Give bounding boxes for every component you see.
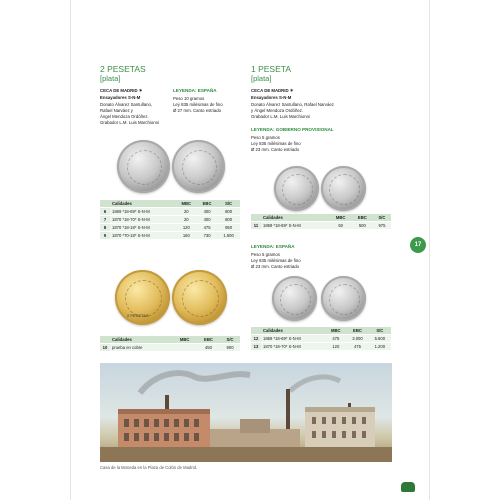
- coin-2-pesetas-reverse: [172, 140, 225, 193]
- row-index: 8: [100, 224, 110, 232]
- table-corner: [251, 327, 261, 335]
- table-row: [100, 232, 240, 240]
- table-row: [100, 224, 240, 232]
- row-mbc: 50: [330, 222, 352, 230]
- right-spec1-2: Ley 835 milésimas de fino: [251, 141, 301, 146]
- right-spec1-1: Peso 5 gramos: [251, 135, 280, 140]
- row-description: 1870 *70-18* S-N-M: [110, 232, 176, 240]
- row-ebc: 450: [197, 344, 220, 352]
- right-mint: CECA DE MADRID ✶: [251, 88, 294, 93]
- row-ebc: 475: [346, 343, 368, 351]
- illustration-caption: Casa de la Moneda en la Plaza de Colón de Madrid.: [100, 465, 198, 470]
- left-title: 2 PESETAS: [100, 64, 146, 74]
- right-price-table-2: [251, 327, 391, 350]
- col-header-ebc: EBC: [197, 336, 220, 344]
- row-sc: 800: [217, 216, 240, 224]
- left-person-2: Rafael Narváez y: [100, 108, 133, 113]
- row-sc: 1.200: [369, 343, 391, 351]
- right-assayers-label: Ensayadores S-N-M: [251, 95, 292, 100]
- col-header-calidades: Calidades: [261, 214, 330, 222]
- row-mbc: [172, 344, 196, 352]
- row-mbc: 160: [176, 232, 197, 240]
- right-spec1-3: Ø 23 mm. Canto estriado: [251, 147, 300, 152]
- table-row: [100, 344, 240, 352]
- left-price-table-1: [100, 200, 240, 239]
- col-header-calidades: Calidades: [110, 336, 172, 344]
- left-person-3: Ángel Mendoza Ordóñez.: [100, 114, 149, 119]
- col-header-sc: S/C: [369, 327, 391, 335]
- row-ebc: 475: [197, 224, 217, 232]
- row-sc: 900: [220, 344, 240, 352]
- coin-1-peseta-reverse: [321, 166, 366, 211]
- table-row: [100, 208, 240, 216]
- col-header-sc: S/C: [217, 200, 240, 208]
- row-mbc: 475: [325, 335, 346, 343]
- left-spec-1: Peso 10 gramos: [173, 96, 205, 101]
- row-ebc: 400: [197, 216, 217, 224]
- left-spec-3: Ø 27 mm. Canto estriado: [173, 108, 222, 113]
- row-mbc: 20: [176, 216, 197, 224]
- left-assayers-label: Ensayadores S-N-M: [100, 95, 141, 100]
- right-legend-2-title: LEYENDA: ESPAÑA: [251, 244, 295, 249]
- row-description: prueba en cobre: [110, 344, 172, 352]
- row-description: 1870 *18-70* S-N-M: [110, 216, 176, 224]
- row-mbc: 20: [176, 208, 197, 216]
- row-ebc: 400: [197, 208, 217, 216]
- right-person-1: Donato Álvarez Santullano, Rafael Narváez: [251, 102, 334, 107]
- book-corner-icon: [401, 482, 415, 492]
- left-person-1: Donato Álvarez Santullano,: [100, 102, 153, 107]
- row-index: 11: [251, 222, 261, 230]
- table-corner: [100, 200, 110, 208]
- col-header-calidades: Calidades: [261, 327, 325, 335]
- left-person-4: Grabador L.M. Luis Marchionni: [100, 120, 159, 125]
- row-mbc: 120: [176, 224, 197, 232]
- row-description: 1870 *18-70* S-N-M: [261, 343, 325, 351]
- col-header-ebc: EBC: [197, 200, 217, 208]
- right-subtitle: [plata]: [251, 74, 272, 83]
- coin-1-peseta-espana-obverse: [272, 276, 317, 321]
- col-header-calidades: Calidades: [110, 200, 176, 208]
- table-row: [251, 343, 391, 351]
- row-sc: 800: [217, 208, 240, 216]
- right-spec2-1: Peso 5 gramos: [251, 252, 280, 257]
- row-ebc: 3.000: [346, 335, 368, 343]
- mint-building-illustration: [100, 363, 392, 462]
- col-header-sc: S/C: [220, 336, 240, 344]
- gold-coin-label: 2 PESETAS: [127, 313, 149, 318]
- row-index: 12: [251, 335, 261, 343]
- table-row: [251, 335, 391, 343]
- row-index: 9: [100, 232, 110, 240]
- right-title: 1 PESETA: [251, 64, 291, 74]
- coin-2-pesetas-obverse: [117, 140, 170, 193]
- table-corner: [251, 214, 261, 222]
- row-sc: 1.500: [217, 232, 240, 240]
- left-mint: CECA DE MADRID ✶: [100, 88, 143, 93]
- coin-2-pesetas-gold-reverse: [172, 270, 227, 325]
- right-person-2: y Ángel Mendoza Ordóñez.: [251, 108, 304, 113]
- table-corner: [100, 336, 110, 344]
- col-header-ebc: EBC: [352, 214, 373, 222]
- coin-1-peseta-obverse: [274, 166, 319, 211]
- col-header-mbc: MBC: [325, 327, 346, 335]
- left-price-table-2: [100, 336, 240, 351]
- row-description: 1869 *18-69* S-N-M: [261, 222, 330, 230]
- row-description: 1869 *18-69* S-N-M: [110, 208, 176, 216]
- right-person-3: Grabador L.M. Luis Marchionni: [251, 114, 310, 119]
- row-mbc: 120: [325, 343, 346, 351]
- left-subtitle: [plata]: [100, 74, 121, 83]
- row-sc: 5.600: [369, 335, 391, 343]
- col-header-mbc: MBC: [176, 200, 197, 208]
- col-header-sc: S/C: [373, 214, 391, 222]
- row-sc: 975: [373, 222, 391, 230]
- row-index: 6: [100, 208, 110, 216]
- row-description: 1870 *18-18* S-N-M: [110, 224, 176, 232]
- col-header-mbc: MBC: [172, 336, 196, 344]
- table-row: [251, 222, 391, 230]
- row-index: 7: [100, 216, 110, 224]
- right-spec2-3: Ø 23 mm. Canto estriado: [251, 264, 300, 269]
- col-header-ebc: EBC: [346, 327, 368, 335]
- left-spec-2: Ley 835 milésimas de fino: [173, 102, 223, 107]
- factory-drawing: [100, 363, 392, 462]
- coin-1-peseta-espana-reverse: [321, 276, 366, 321]
- page-number-badge: 17: [410, 237, 426, 253]
- right-spec2-2: Ley 835 milésimas de fino: [251, 258, 301, 263]
- row-sc: 950: [217, 224, 240, 232]
- row-description: 1869 *18-69* S-N-M: [261, 335, 325, 343]
- col-header-mbc: MBC: [330, 214, 352, 222]
- table-row: [100, 216, 240, 224]
- right-legend-1-title: LEYENDA: GOBIERNO PROVISIONAL: [251, 127, 334, 132]
- row-index: 10: [100, 344, 110, 352]
- row-index: 13: [251, 343, 261, 351]
- row-ebc: 500: [352, 222, 373, 230]
- left-legend-title: LEYENDA: ESPAÑA: [173, 88, 217, 93]
- right-price-table-1: [251, 214, 391, 229]
- row-ebc: 730: [197, 232, 217, 240]
